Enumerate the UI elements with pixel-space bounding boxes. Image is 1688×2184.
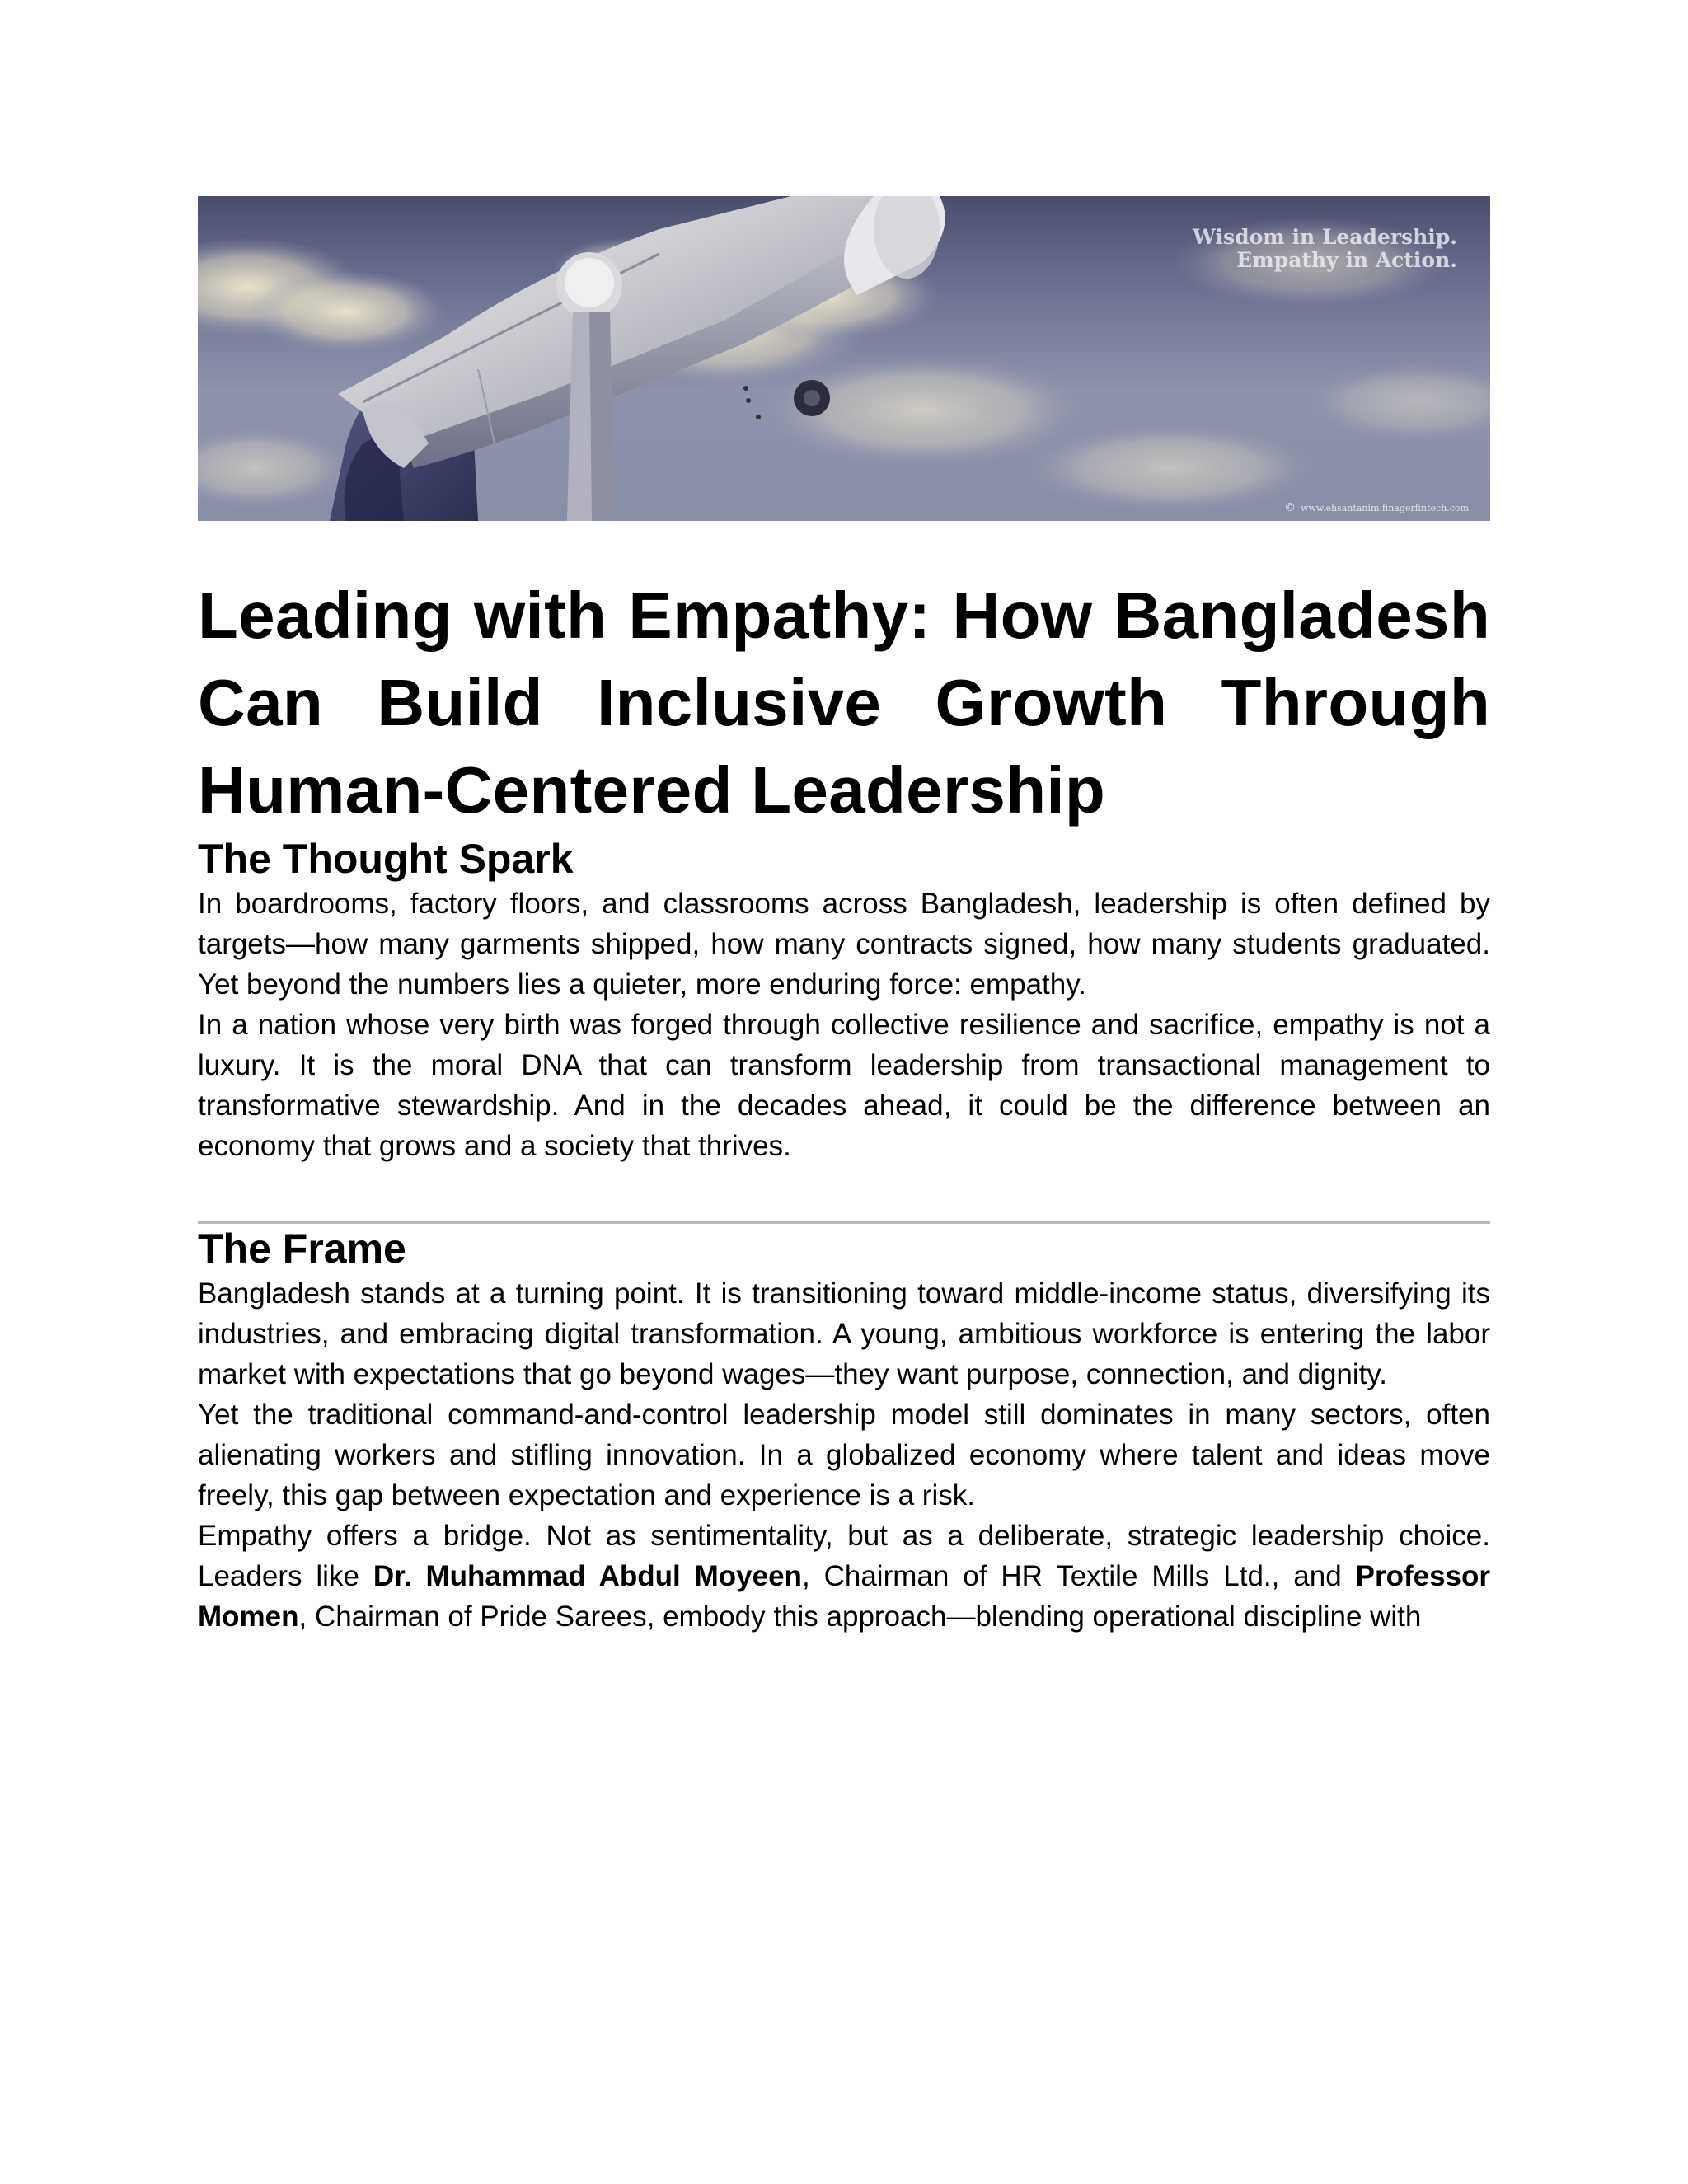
hero-credit-url: www.ehsantanim.finagerfintech.com [1301, 503, 1469, 513]
hero-tagline-line1: Wisdom in Leadership. [1192, 225, 1457, 249]
paragraph: In a nation whose very birth was forged through collective resilience and sacrifice, empathy is not a luxury. It is the moral DNA that can transform leadership from transactional management to transformative stewardship. And in the decades ahead, it could be the difference between an economy that grows and a society that thrives. [198, 1009, 1490, 1162]
hero-image [198, 196, 1490, 521]
hero-tagline-line2: Empathy in Action. [1236, 248, 1457, 272]
paragraph-text: Empathy offers a bridge. Not as sentimentality, but as a deliberate, strategic leadership choice. Leaders like [198, 1520, 1490, 1592]
section-heading-frame: The Frame [198, 1226, 406, 1272]
paragraph: In boardrooms, factory floors, and classrooms across Bangladesh, leadership is often defined by targets—how many garments shipped, how many contracts signed, how many students graduated. Yet beyond the numbers lies a quieter, more enduring force: empathy. [198, 888, 1490, 1001]
hero-credit [1284, 501, 1469, 514]
paragraph: Yet the traditional command-and-control leadership model still dominates in many sectors, often alienating workers and stifling innovation. In a globalized economy where talent and ideas move freely, this gap between expectation and experience is a risk. [198, 1399, 1490, 1511]
hero-tagline [1193, 226, 1457, 272]
copyright-icon: © [1284, 501, 1296, 514]
person-name: Dr. Muhammad Abdul Moyeen [373, 1560, 802, 1592]
paragraph [198, 1516, 1490, 1637]
person-name: Professor Momen [198, 1560, 1491, 1633]
paragraph-text: , Chairman of Pride Sarees, embody this approach—blending operational discipline with [298, 1601, 1422, 1633]
paragraph: Bangladesh stands at a turning point. It is transitioning toward middle-income status, diversifying its industries, and embracing digital transformation. A young, ambitious workforce is entering the labor market with expectations that go beyond wages—they want purpose, connection, and dignity. [198, 1277, 1490, 1390]
article-title: Leading with Empathy: How Bangladesh Can Build Inclusive Growth Through Human-Centered Leadership [198, 579, 1490, 827]
section-heading-thought-spark: The Thought Spark [198, 836, 574, 882]
article-page [198, 196, 1490, 1637]
paragraph-text: , Chairman of HR Textile Mills Ltd., and [801, 1560, 1356, 1592]
